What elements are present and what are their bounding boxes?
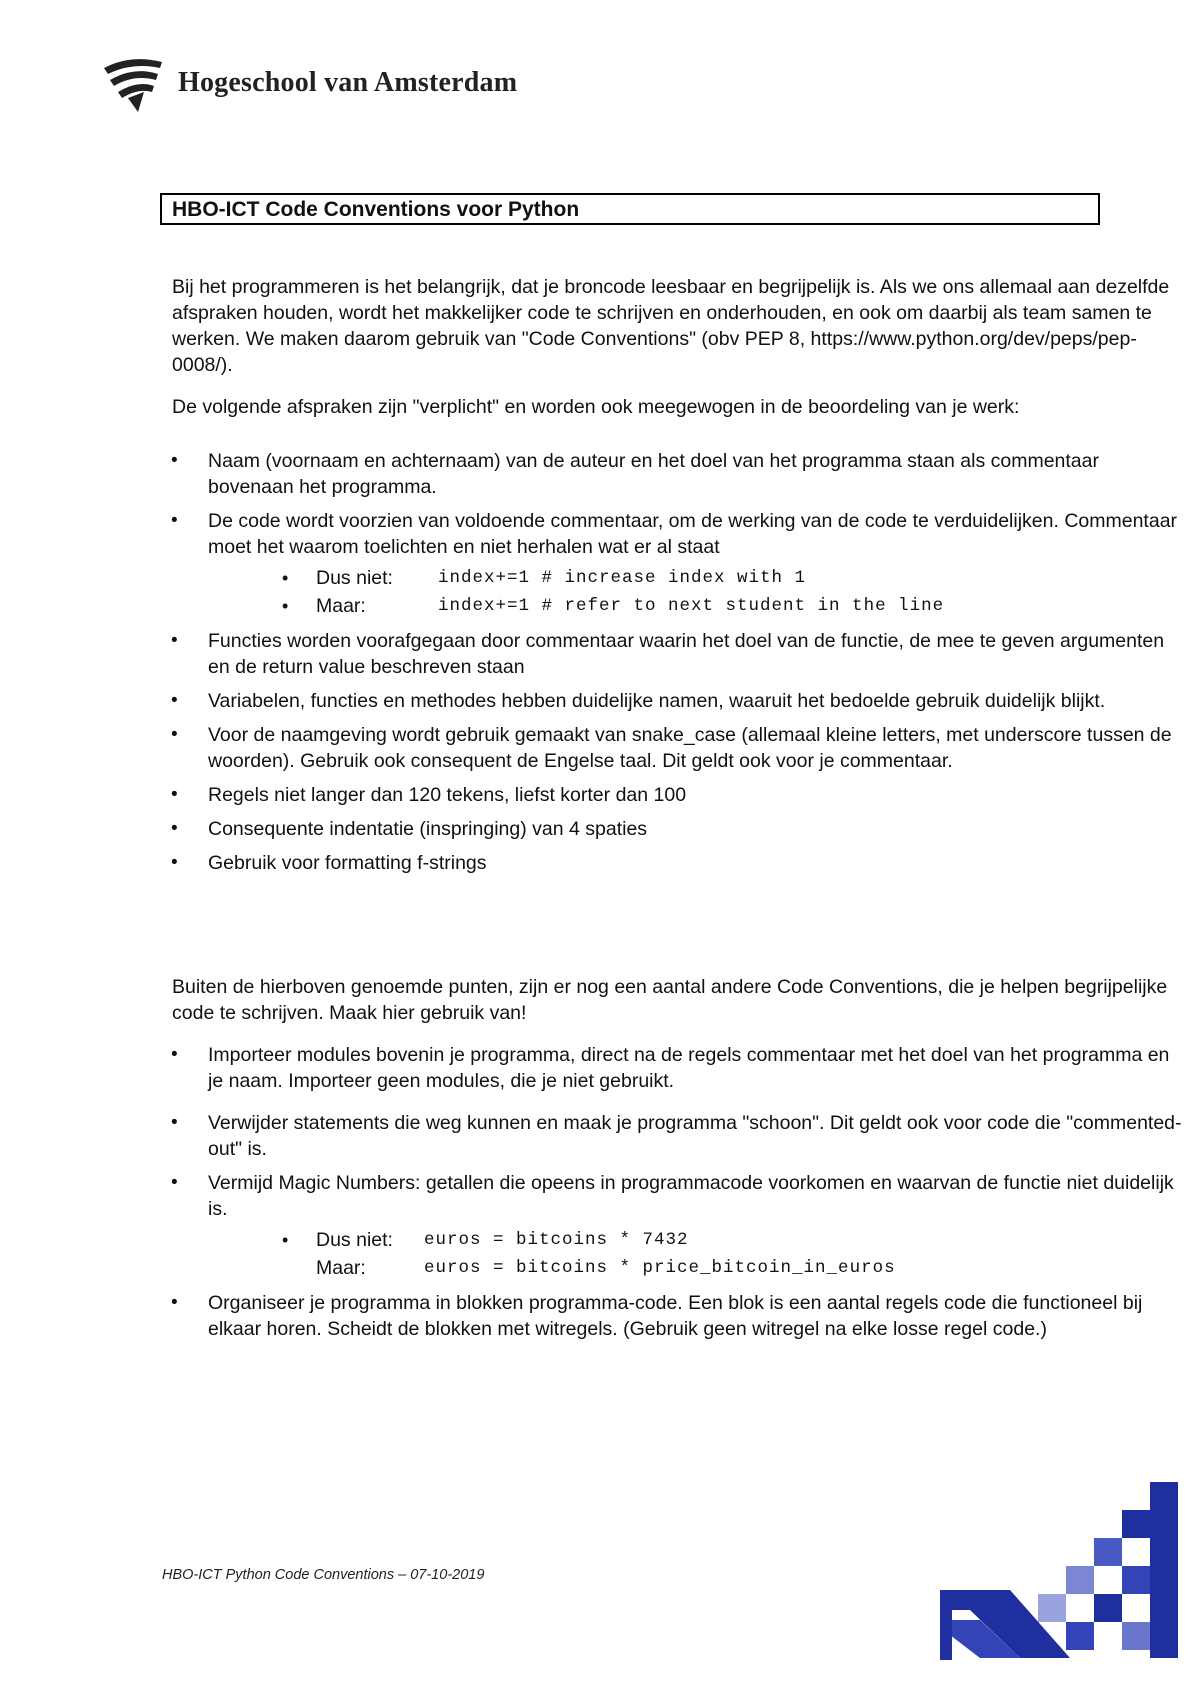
list-item: • Naam (voornaam en achternaam) van de auteur en het doel van het programma staan als commentaar bovenaan het programma. xyxy=(172,448,1182,500)
list-item: • Voor de naamgeving wordt gebruik gemaakt van snake_case (allemaal kleine letters, met underscore tussen de woorden). Gebruik ook consequent de Engelse taal. Dit geldt ook voor je commentaar. xyxy=(172,722,1182,774)
org-name: Hogeschool van Amsterdam xyxy=(178,67,518,98)
list-item-text: De code wordt voorzien van voldoende commentaar, om de werking van de code te verduidelijken. Commentaar moet het waarom toelichten en niet herhalen wat er al staat xyxy=(208,510,1178,558)
required-list xyxy=(172,448,1182,876)
hva-corner-pattern-icon xyxy=(940,1470,1180,1660)
list-item: • Regels niet langer dan 120 tekens, liefst korter dan 100 xyxy=(172,782,1182,808)
code-example: euros = bitcoins * price_bitcoin_in_euros xyxy=(424,1258,896,1278)
list-item-text: Vermijd Magic Numbers: getallen die opeens in programmacode voorkomen en waarvan de functie niet duidelijk is. xyxy=(208,1172,1174,1220)
document-title: HBO-ICT Code Conventions voor Python xyxy=(160,193,1100,225)
list-item xyxy=(172,1170,1182,1282)
sub-list-item xyxy=(208,592,1182,620)
required-intro: De volgende afspraken zijn "verplicht" en worden ook meegewogen in de beoordeling van je werk: xyxy=(172,396,1020,418)
code-example: euros = bitcoins * 7432 xyxy=(424,1230,689,1250)
page-footer: HBO-ICT Python Code Conventions – 07-10-2019 xyxy=(162,1567,485,1583)
example-label: • Dus niet: xyxy=(316,567,393,589)
sub-list-item xyxy=(208,1254,1182,1282)
example-label: • Maar: xyxy=(316,595,366,617)
comment-example-list xyxy=(208,564,1182,620)
list-item: • Variabelen, functies en methodes hebben duidelijke namen, waaruit het bedoelde gebruik duidelijk blijkt. xyxy=(172,688,1182,714)
intro-paragraph: Bij het programmeren is het belangrijk, dat je broncode leesbaar en begrijpelijk is. Als we ons allemaal aan dezelfde afspraken houden, wordt het makkelijker code te schrijven en onderhouden, en ook om daarbij als team samen te werken. We maken daarom gebruik van "Code Conventions" (obv PEP 8, https://www.python.org/dev/peps/pep-0008/). xyxy=(172,276,1170,376)
hva-logo-icon xyxy=(100,52,166,114)
example-label: • Dus niet: xyxy=(316,1229,393,1251)
list-item: • Organiseer je programma in blokken programma-code. Een blok is een aantal regels code die functioneel bij elkaar horen. Scheidt de blokken met witregels. (Gebruik geen witregel na elke losse regel code.) xyxy=(172,1290,1182,1342)
other-list xyxy=(172,1042,1182,1342)
list-item: • Gebruik voor formatting f-strings xyxy=(172,850,1182,876)
other-intro: Buiten de hierboven genoemde punten, zijn er nog een aantal andere Code Conventions, die je helpen begrijpelijke code te schrijven. Maak hier gebruik van! xyxy=(172,976,1168,1024)
header-logo xyxy=(100,52,517,114)
code-example: index+=1 # refer to next student in the line xyxy=(438,596,945,616)
sub-list-item xyxy=(208,564,1182,592)
list-item: • Functies worden voorafgegaan door commentaar waarin het doel van de functie, de mee te geven argumenten en de return value beschreven staan xyxy=(172,628,1182,680)
list-item: • Consequente indentatie (inspringing) van 4 spaties xyxy=(172,816,1182,842)
example-label: Maar: xyxy=(316,1257,366,1279)
document-body xyxy=(172,274,1182,1350)
list-item: • Importeer modules bovenin je programma, direct na de regels commentaar met het doel van het programma en je naam. Importeer geen modules, die je niet gebruikt. xyxy=(172,1042,1182,1094)
code-example: index+=1 # increase index with 1 xyxy=(438,568,807,588)
magic-number-example-list xyxy=(208,1226,1182,1282)
sub-list-item xyxy=(208,1226,1182,1254)
list-item xyxy=(172,508,1182,620)
list-item: • Verwijder statements die weg kunnen en maak je programma "schoon". Dit geldt ook voor code die "commented-out" is. xyxy=(172,1110,1182,1162)
